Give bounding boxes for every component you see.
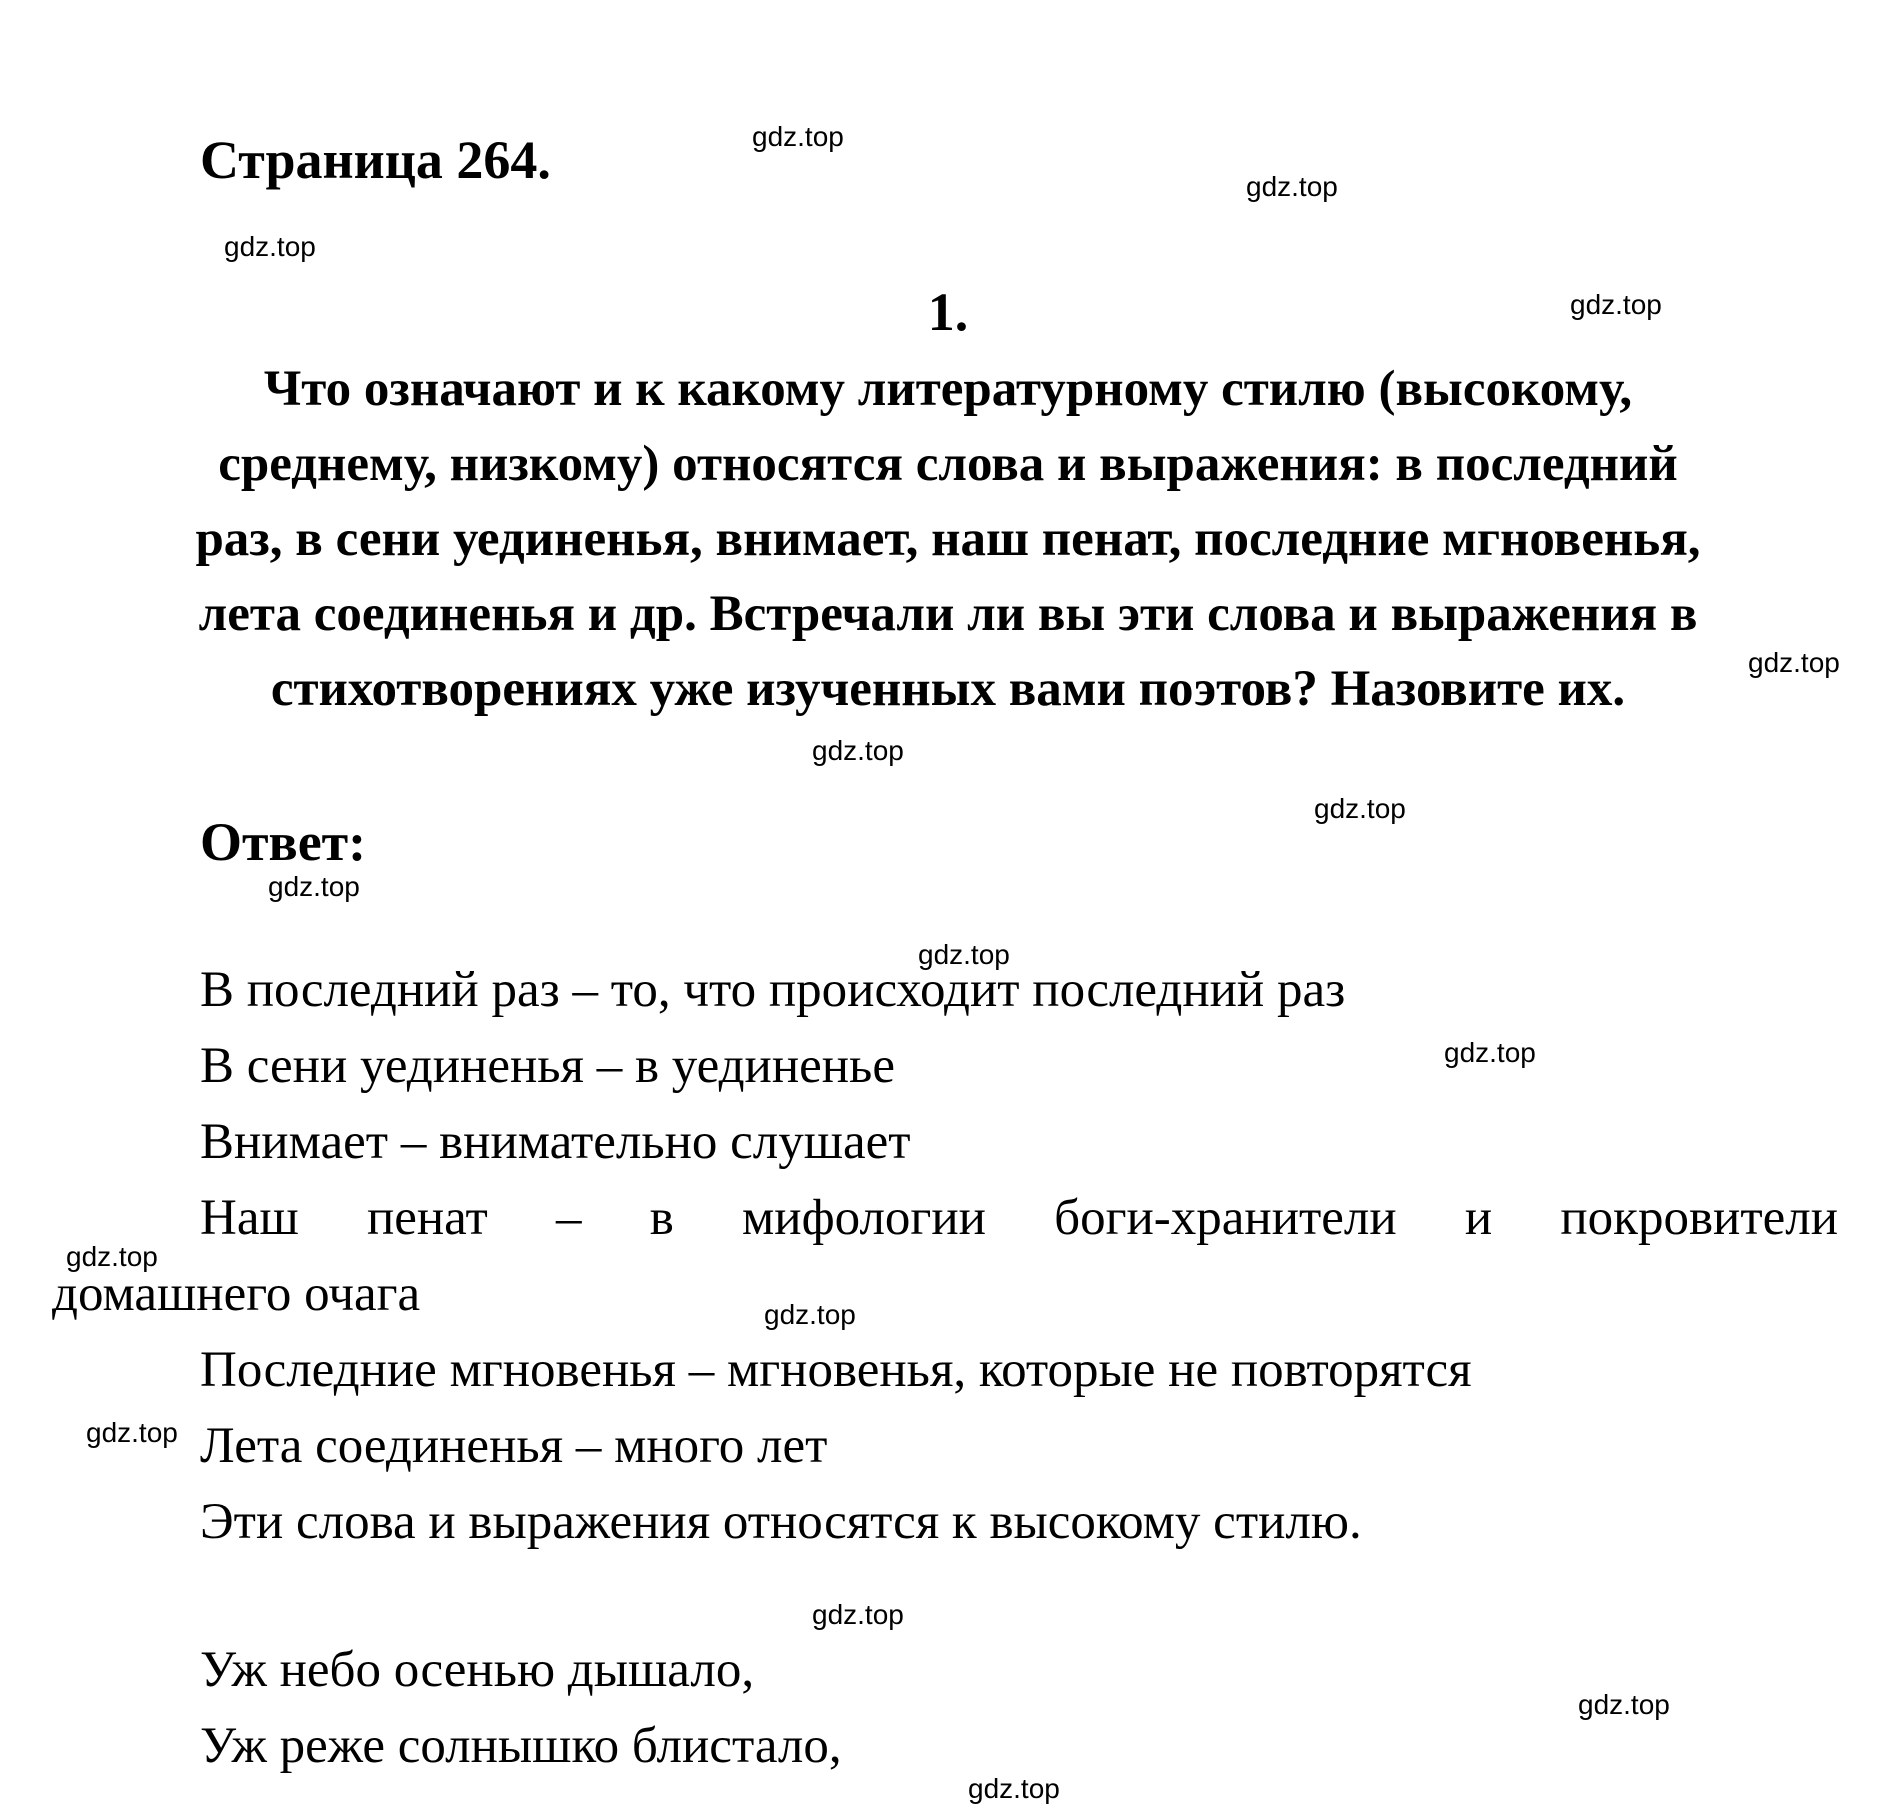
definition-line: Последние мгновенья – мгновенья, которые не повторятся [200,1342,1472,1398]
watermark: gdz.top [66,1241,158,1272]
watermark: gdz.top [1570,289,1662,320]
poem-line: Уж небо осенью дышало, [200,1642,755,1698]
watermark: gdz.top [1444,1037,1536,1068]
question-text [60,352,1836,727]
answer-label: Ответ: [200,812,367,872]
definition-line-continuation: домашнего очага [52,1266,421,1322]
watermark: gdz.top [1246,171,1338,202]
watermark: gdz.top [752,121,844,152]
definition-line: Внимает – внимательно слушает [200,1114,911,1170]
question-line: Что означают и к какому литературному стилю (высокому, [263,361,1633,417]
watermark: gdz.top [968,1773,1060,1804]
watermark: gdz.top [86,1417,178,1448]
question-line: стихотворениях уже изученных вами поэтов? Назовите их. [270,661,1626,717]
definition-line: В последний раз – то, что происходит последний раз [200,962,1346,1018]
watermark: gdz.top [812,1599,904,1630]
conclusion-line: Эти слова и выражения относятся к высокому стилю. [200,1494,1362,1550]
definition-line: Лета соединенья – много лет [200,1418,828,1474]
poem-line: Уж реже солнышко блистало, [200,1718,842,1774]
question-line: лета соединенья и др. Встречали ли вы эти слова и выражения в [198,586,1698,642]
watermark: gdz.top [1314,793,1406,824]
question-line: среднему, низкому) относятся слова и выражения: в последний [218,436,1678,492]
task-number: 1. [927,282,969,342]
watermark: gdz.top [268,871,360,902]
watermark: gdz.top [764,1299,856,1330]
definition-line: Наш пенат – в мифологии боги-хранители и покровители [200,1190,1838,1246]
watermark: gdz.top [812,735,904,766]
question-line: раз, в сени уединенья, внимает, наш пенат, последние мгновенья, [195,511,1701,567]
definition-line: В сени уединенья – в уединенье [200,1038,895,1094]
watermark: gdz.top [918,939,1010,970]
watermark: gdz.top [224,231,316,262]
watermark: gdz.top [1748,647,1840,678]
page-title: Страница 264. [200,130,551,190]
watermark: gdz.top [1578,1689,1670,1720]
